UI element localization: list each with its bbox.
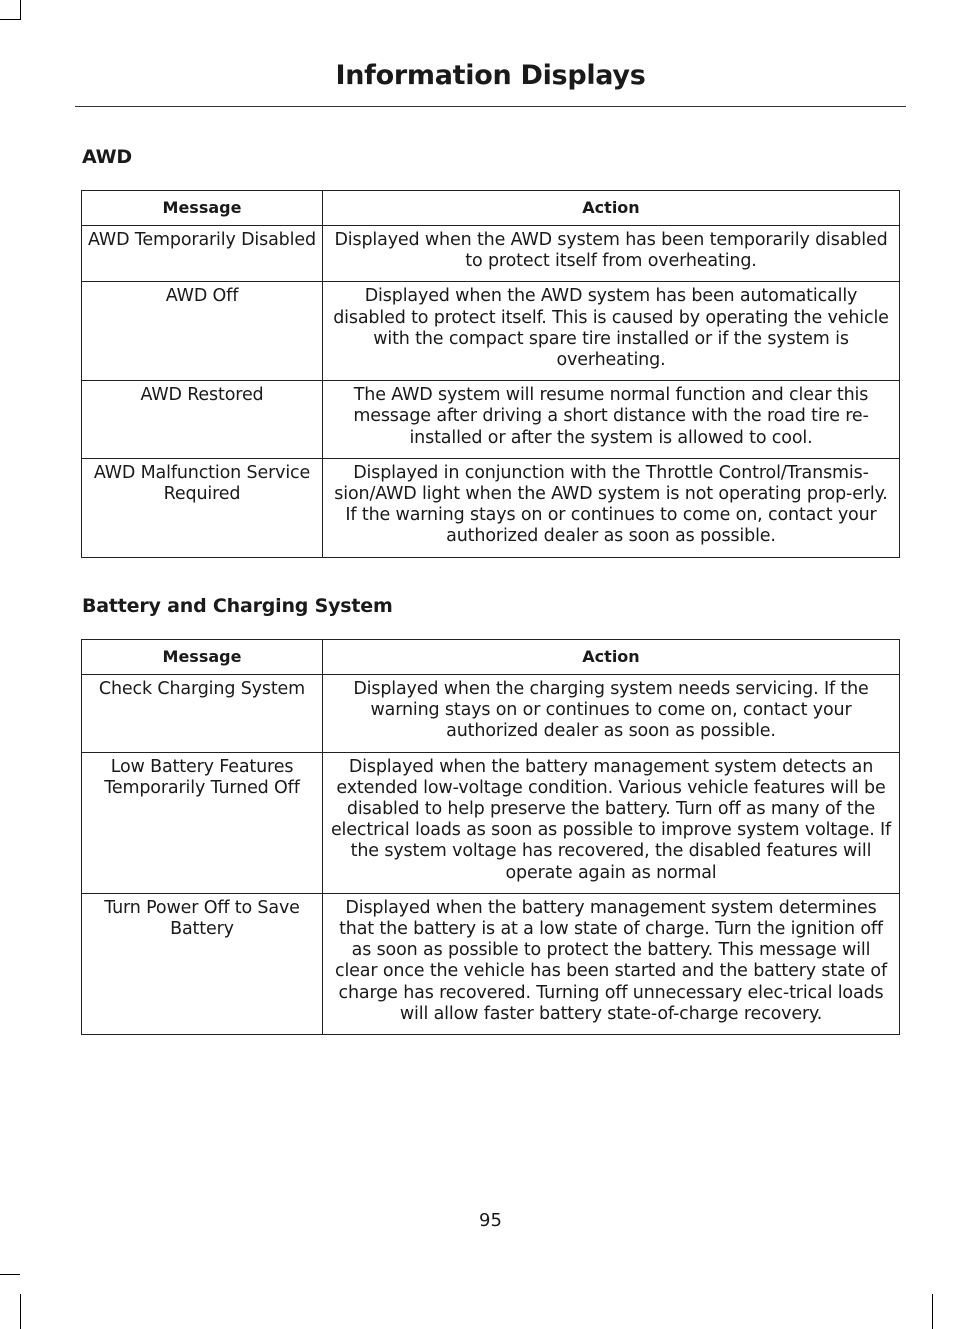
action-cell: Displayed in conjunction with the Throttle Control/Transmis-sion/AWD light when the AWD system is not operating prop-erly. If the warning stays on or continues to come on, contact your authorized dealer as soon as possible. <box>323 458 900 557</box>
message-cell: AWD Restored <box>82 381 323 459</box>
action-cell: Displayed when the AWD system has been automatically disabled to protect itself. This is caused by operating the vehicle with the compact spare tire installed or if the system is overheating. <box>323 282 900 381</box>
crop-mark <box>20 1294 21 1329</box>
action-cell: The AWD system will resume normal function and clear this message after driving a short distance with the road tire re-installed or after the system is allowed to cool. <box>323 381 900 459</box>
column-header-message: Message <box>82 640 323 675</box>
action-cell: Displayed when the battery management system determines that the battery is at a low state of charge. Turn the ignition off as soon as possible to protect the battery. This message will clear once the vehicle has been started and the battery state of charge has recovered. Turning off unnecessary elec-trical loads will allow faster battery state-of-charge recovery. <box>323 893 900 1034</box>
message-cell: Check Charging System <box>82 675 323 753</box>
table-row <box>82 752 900 893</box>
battery-heading: Battery and Charging System <box>82 595 393 617</box>
awd-table <box>81 190 900 558</box>
table-row <box>82 675 900 753</box>
message-cell: Turn Power Off to Save Battery <box>82 893 323 1034</box>
awd-heading: AWD <box>82 146 132 168</box>
crop-mark <box>0 19 20 20</box>
message-cell: AWD Temporarily Disabled <box>82 226 323 282</box>
crop-mark <box>0 1274 20 1275</box>
page-title: Information Displays <box>335 60 646 91</box>
table-row <box>82 458 900 557</box>
table-row <box>82 282 900 381</box>
column-header-message: Message <box>82 191 323 226</box>
page-number: 95 <box>479 1210 502 1231</box>
column-header-action: Action <box>323 191 900 226</box>
table-row <box>82 226 900 282</box>
crop-mark <box>932 1294 933 1329</box>
table-header-row <box>82 640 900 675</box>
column-header-action: Action <box>323 640 900 675</box>
message-cell: Low Battery Features Temporarily Turned Off <box>82 752 323 893</box>
action-cell: Displayed when the battery management system detects an extended low-voltage condition. Various vehicle features will be disabled to help preserve the battery. Turn off as many of the electrical loads as soon as possible to improve system voltage. If the system voltage has recovered, the disabled features will operate again as normal <box>323 752 900 893</box>
title-divider <box>75 106 906 107</box>
message-cell: AWD Off <box>82 282 323 381</box>
action-cell: Displayed when the AWD system has been temporarily disabled to protect itself from overheating. <box>323 226 900 282</box>
battery-table <box>81 639 900 1035</box>
table-row <box>82 381 900 459</box>
table-header-row <box>82 191 900 226</box>
message-cell: AWD Malfunction Service Required <box>82 458 323 557</box>
table-row <box>82 893 900 1034</box>
crop-mark <box>20 0 21 20</box>
action-cell: Displayed when the charging system needs servicing. If the warning stays on or continues to come on, contact your authorized dealer as soon as possible. <box>323 675 900 753</box>
